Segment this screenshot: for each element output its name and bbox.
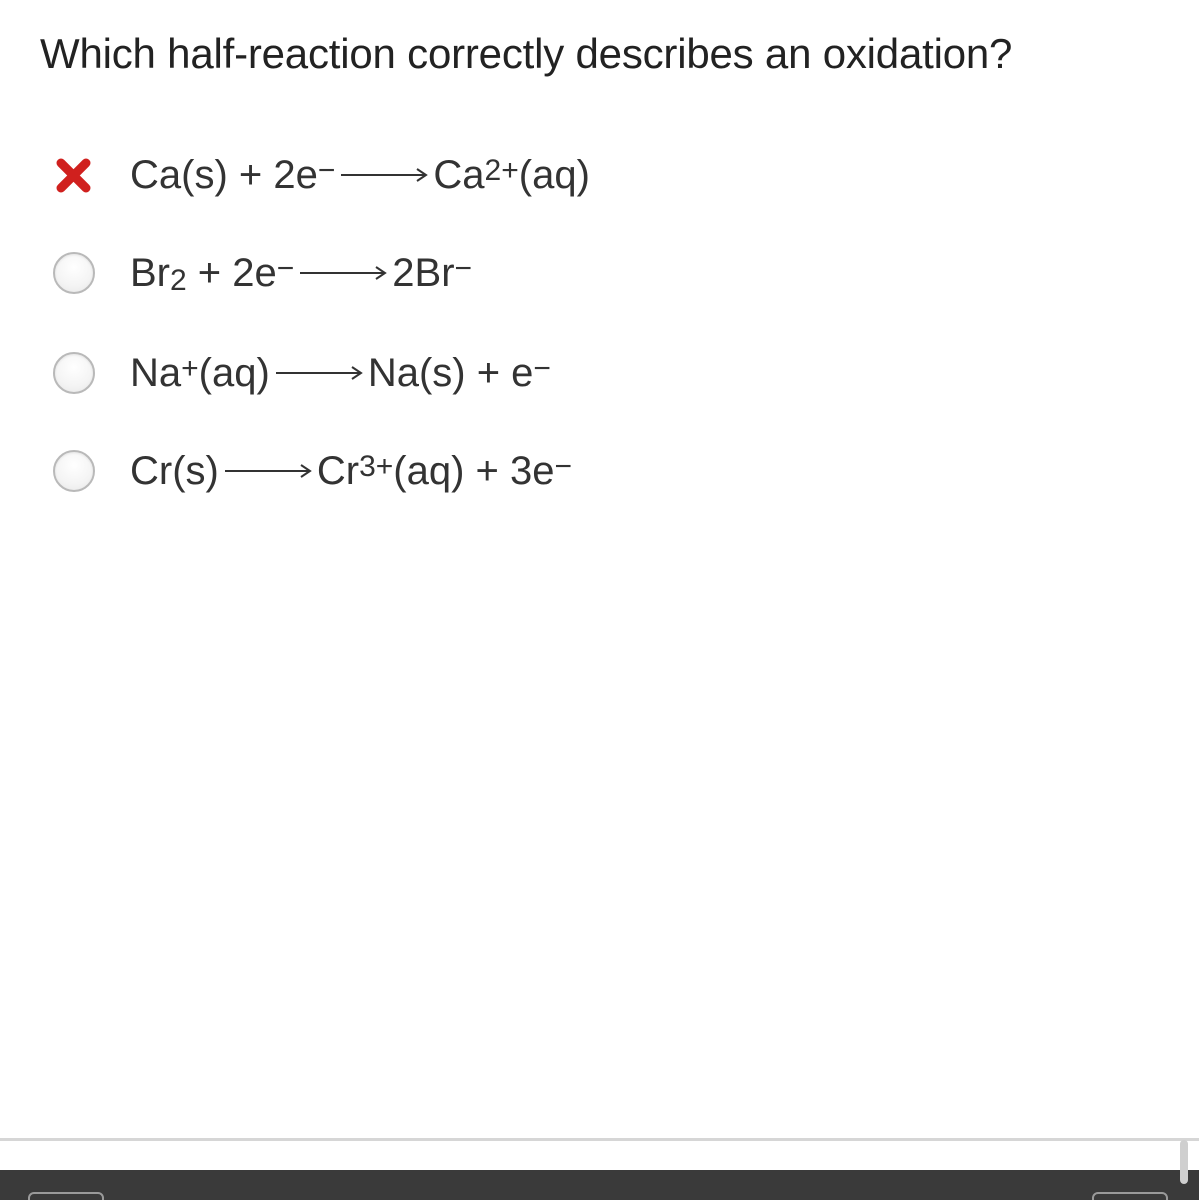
question-text: Which half-reaction correctly describes an oxidation? bbox=[40, 30, 1013, 77]
radio-icon[interactable] bbox=[53, 450, 95, 492]
eq-text: 2Br bbox=[392, 250, 455, 295]
toolbar-left-button[interactable] bbox=[28, 1192, 104, 1200]
reaction-arrow-icon bbox=[274, 363, 364, 383]
toolbar-right-button[interactable] bbox=[1092, 1192, 1168, 1200]
choice-3-equation: Na + (aq) Na(s) + e − bbox=[130, 350, 551, 395]
eq-text: + 2e bbox=[186, 250, 277, 295]
radio-icon[interactable] bbox=[53, 352, 95, 394]
scrollbar-thumb[interactable] bbox=[1180, 1140, 1188, 1184]
choice-3[interactable] bbox=[48, 338, 551, 408]
radio-icon[interactable] bbox=[53, 252, 95, 294]
choice-2[interactable] bbox=[48, 238, 472, 308]
choice-4-equation: Cr(s) Cr $^{3+}$ (aq) + 3e − bbox=[130, 448, 573, 493]
eq-text: Na(s) + e bbox=[367, 350, 534, 395]
choice-2-equation: Br $_2$ + 2e − 2Br − bbox=[130, 250, 473, 297]
choice-4[interactable] bbox=[48, 436, 572, 506]
reaction-arrow-icon bbox=[223, 461, 313, 481]
choice-1-equation: Ca(s) + 2e − Ca $^{2+}$ (aq) bbox=[130, 152, 590, 197]
bottom-toolbar bbox=[0, 1170, 1199, 1200]
eq-text: Br bbox=[130, 250, 170, 295]
choice-4-marker[interactable] bbox=[48, 445, 100, 497]
eq-text: Cr(s) bbox=[130, 448, 219, 493]
choice-2-marker[interactable] bbox=[48, 247, 100, 299]
x-mark-icon bbox=[53, 154, 95, 196]
eq-text: Ca(s) + 2e bbox=[130, 152, 318, 197]
choice-1[interactable] bbox=[48, 140, 590, 210]
choice-3-marker[interactable] bbox=[48, 347, 100, 399]
choice-1-marker[interactable] bbox=[48, 149, 100, 201]
eq-text: Ca bbox=[433, 152, 485, 197]
eq-text: Na bbox=[130, 350, 182, 395]
eq-text: Cr bbox=[316, 448, 360, 493]
eq-text: (aq) bbox=[518, 152, 590, 197]
eq-text: (aq) + 3e bbox=[393, 448, 555, 493]
eq-text: (aq) bbox=[198, 350, 270, 395]
reaction-arrow-icon bbox=[339, 165, 429, 185]
reaction-arrow-icon bbox=[298, 263, 388, 283]
divider bbox=[0, 1138, 1199, 1141]
